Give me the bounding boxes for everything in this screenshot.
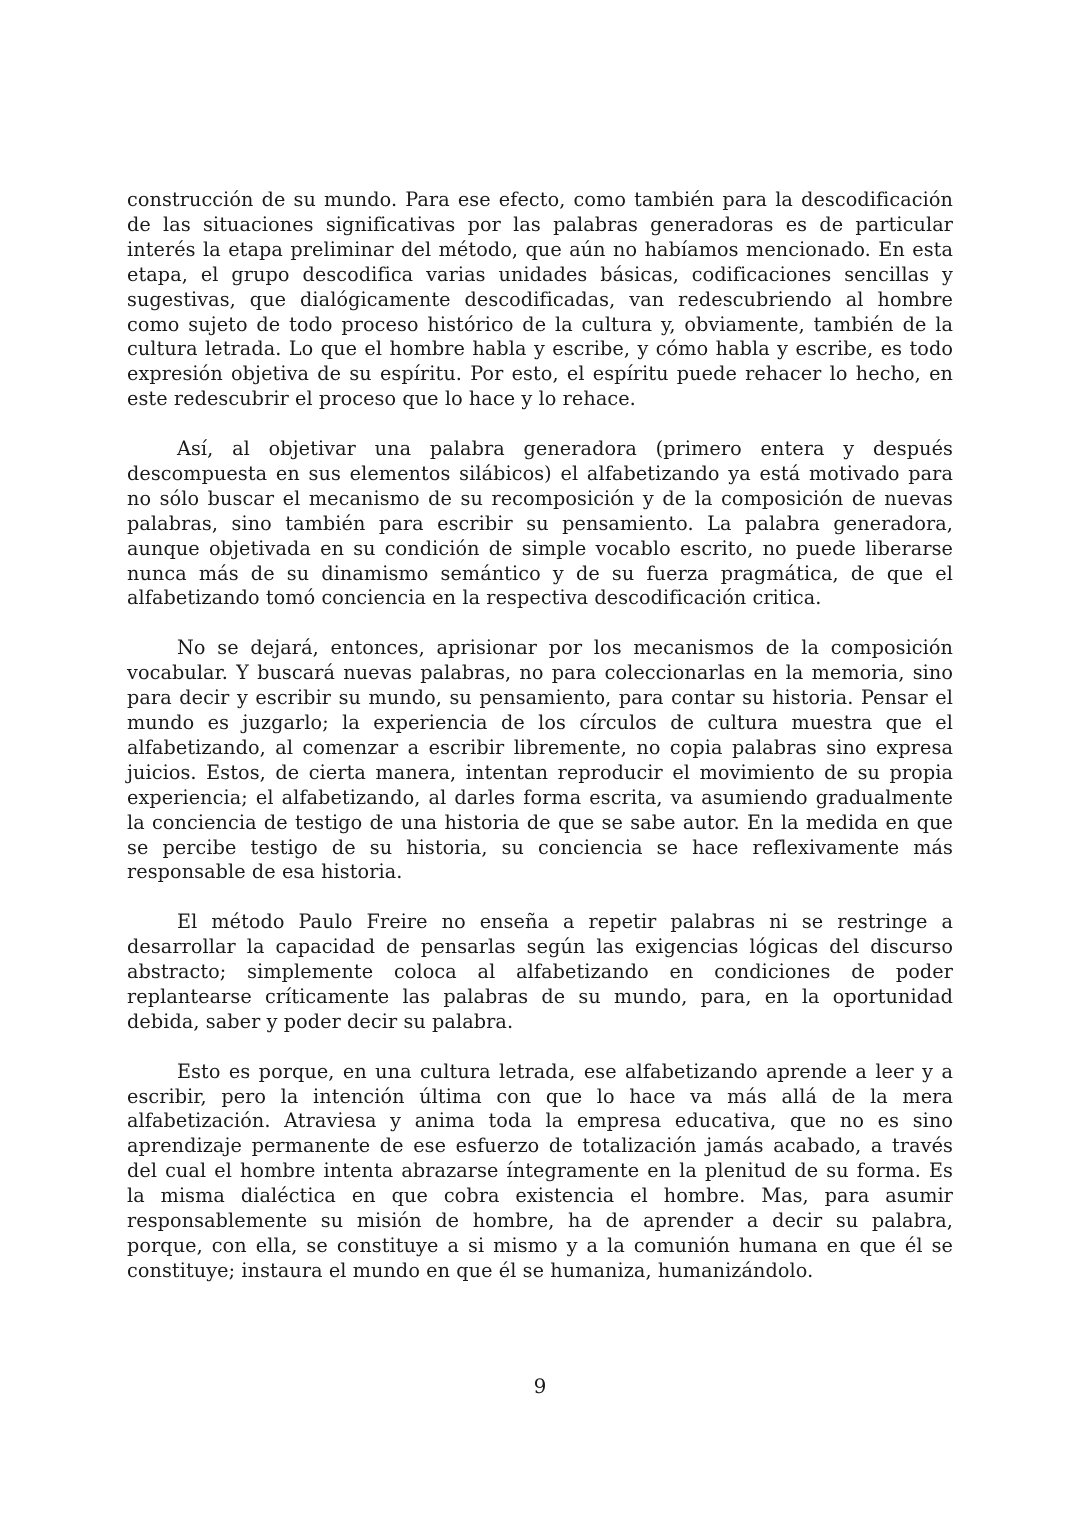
paragraph-4: El método Paulo Freire no enseña a repetir palabras ni se restringe a desarrollar la capacidad de pensarlas según las exigencias lógicas del discurso abstracto; simplemente coloca al alfabetizando en condiciones de poder replantearse críticamente las palabras de su mundo, para, en la oportunidad debida, saber y poder decir su palabra.: [127, 910, 953, 1033]
page-number: 9: [533, 1374, 547, 1398]
body-text: [127, 188, 953, 1284]
paragraph-3: No se dejará, entonces, aprisionar por los mecanismos de la composición vocabular. Y buscará nuevas palabras, no para coleccionarlas en la memoria, sino para decir y escribir su mundo, su pensamiento, para contar su historia. Pensar el mundo es juzgarlo; la experiencia de los círculos de cultura muestra que el alfabetizando, al comenzar a escribir libremente, no copia palabras sino expresa juicios. Estos, de cierta manera, intentan reproducir el movimiento de su propia experiencia; el alfabetizando, al darles forma escrita, va asumiendo gradualmente la conciencia de testigo de una historia de que se sabe autor. En la medida en que se percibe testigo de su historia, su conciencia se hace reflexivamente más responsable de esa historia.: [127, 636, 953, 884]
paragraph-1: construcción de su mundo. Para ese efecto, como también para la descodificación de las situaciones significativas por las palabras generadoras es de particular interés la etapa preliminar del método, que aún no habíamos mencionado. En esta etapa, el grupo descodifica varias unidades básicas, codificaciones sencillas y sugestivas, que dialógicamente descodificadas, van redescubriendo al hombre como sujeto de todo proceso histórico de la cultura y, obviamente, también de la cultura letrada. Lo que el hombre habla y escribe, y cómo habla y escribe, es todo expresión objetiva de su espíritu. Por esto, el espíritu puede rehacer lo hecho, en este redescubrir el proceso que lo hace y lo rehace.: [127, 188, 953, 411]
paragraph-5: Esto es porque, en una cultura letrada, ese alfabetizando aprende a leer y a escribir, pero la intención última con que lo hace va más allá de la mera alfabetización. Atraviesa y anima toda la empresa educativa, que no es sino aprendizaje permanente de ese esfuerzo de totalización jamás acabado, a través del cual el hombre intenta abrazarse íntegramente en la plenitud de su forma. Es la misma dialéctica en que cobra existencia el hombre. Mas, para asumir responsablemente su misión de hombre, ha de aprender a decir su palabra, porque, con ella, se constituye a si mismo y a la comunión humana en que él se constituye; instaura el mundo en que él se humaniza, humanizándolo.: [127, 1059, 953, 1282]
paragraph-2: Así, al objetivar una palabra generadora (primero entera y después descompuesta en sus elementos silábicos) el alfabetizando ya está motivado para no sólo buscar el mecanismo de su recomposición y de la composición de nuevas palabras, sino también para escribir su pensamiento. La palabra generadora, aunque objetivada en su condición de simple vocablo escrito, no puede liberarse nunca más de su dinamismo semántico y de su fuerza pragmática, de que el alfabetizando tomó conciencia en la respectiva descodificación critica.: [127, 437, 953, 610]
